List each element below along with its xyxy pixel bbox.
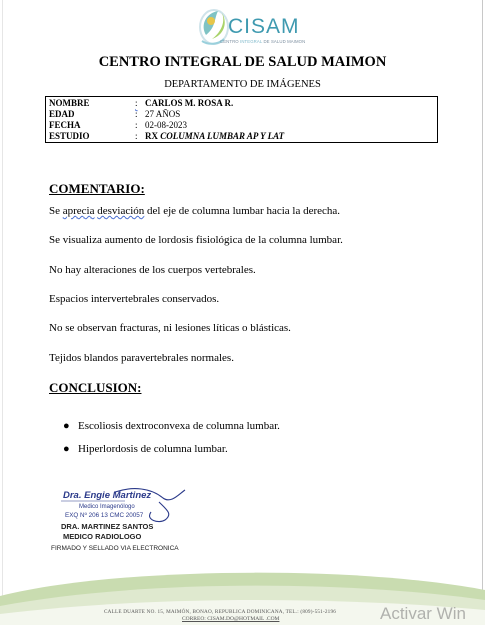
- info-sep: :: [135, 120, 138, 130]
- comment-paragraph-2: Se visualiza aumento de lordosis fisiológica de la columna lumbar.: [49, 234, 343, 246]
- signer-title: MEDICO RADIOLOGO: [63, 532, 142, 541]
- comment-paragraph-3: No hay alteraciones de los cuerpos vertebrales.: [49, 264, 256, 276]
- comment-paragraph-1: Se aprecia desviación del eje de columna lumbar hacia la derecha.: [49, 205, 341, 217]
- signature-note: FIRMADO Y SELLADO VIA ELECTRONICA: [51, 545, 179, 552]
- bullet-icon: ●: [63, 443, 70, 455]
- logo-tagline: CENTRO INTEGRAL DE SALUD MAIMON: [220, 39, 306, 44]
- study-date: 02-08-2023: [145, 120, 187, 130]
- info-label: NOMBRE: [49, 98, 90, 108]
- footer-email[interactable]: CORREO: CISAM.DO@HOTMAIL .COM: [182, 616, 280, 622]
- signature-stamp: [55, 484, 190, 524]
- info-sep: :: [135, 131, 138, 141]
- patient-name: CARLOS M. ROSA R.: [145, 98, 234, 108]
- bullet-icon: ●: [63, 420, 70, 432]
- patient-age: 27 AÑOS: [145, 109, 181, 119]
- department-title: DEPARTAMENTO DE IMÁGENES: [164, 79, 321, 90]
- info-label: EDAD: [49, 109, 75, 119]
- center-title: CENTRO INTEGRAL DE SALUD MAIMON: [98, 54, 387, 70]
- info-label: FECHA: [49, 120, 81, 130]
- conclusion-heading: CONCLUSION:: [49, 380, 142, 395]
- stamp-name: Dra. Engie Martinez: [63, 490, 152, 501]
- comment-paragraph-4: Espacios intervertebrales conservados.: [49, 293, 220, 305]
- signer-name: DRA. MARTINEZ SANTOS: [61, 522, 154, 531]
- logo-text: CISAM: [228, 15, 300, 38]
- patient-info-box: [45, 96, 438, 143]
- study-type: RX COLUMNA LUMBAR AP Y LAT: [145, 131, 285, 141]
- cisam-logo: [192, 5, 306, 51]
- footer-address: CALLE DUARTE NO. 15, MAIMÓN, BONAO, REPUBLICA DOMINICANA, TEL.: (809)-551-2196: [104, 609, 337, 615]
- stamp-exequatur: EXQ Nº 206 13 CMC 20057: [65, 512, 144, 519]
- activation-watermark: Activar Win: [380, 604, 466, 623]
- info-label: ESTUDIO: [49, 131, 90, 141]
- comentario-heading: COMENTARIO:: [49, 181, 145, 196]
- info-sep: :: [135, 109, 138, 119]
- stamp-role: Medico Imagenólogo: [79, 504, 135, 510]
- comment-paragraph-6: Tejidos blandos paravertebrales normales.: [49, 352, 234, 364]
- logo-leaf-icon: [192, 5, 232, 51]
- comment-paragraph-5: No se observan fracturas, ni lesiones líticas o blásticas.: [49, 322, 291, 334]
- info-sep: :: [135, 98, 138, 108]
